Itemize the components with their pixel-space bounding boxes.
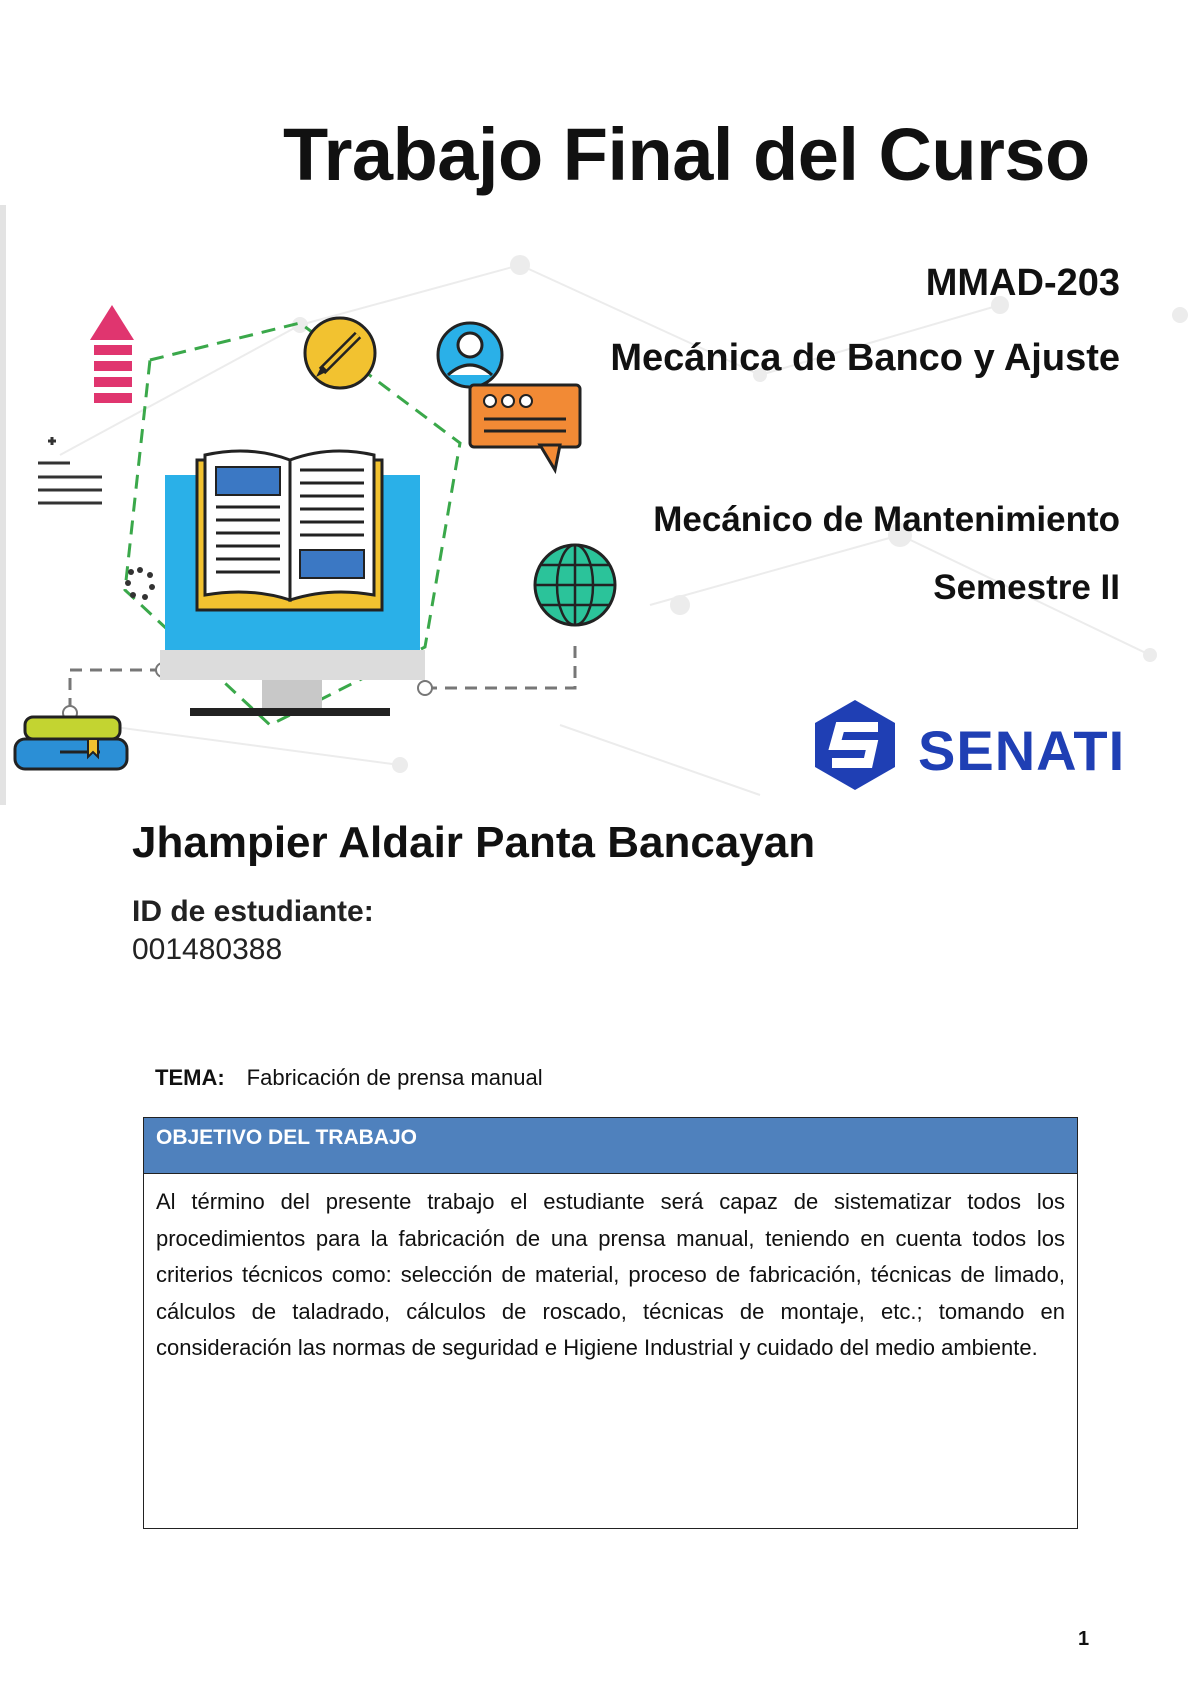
student-name: Jhampier Aldair Panta Bancayan [132, 818, 816, 867]
objective-text: Al término del presente trabajo el estudiante será capaz de sistematizar todos los procedimientos para la fabricación de una prensa manual, teniendo en cuenta todos los criterios técnicos como: selección de material, proceso de fabricación, técnicas de limado, cálculos de taladrado, cálculos de roscado, técnicas de montaje, etc.; tomando en consideración las normas de seguridad e Higiene Industrial y cuidado del medio ambiente. [156, 1189, 1065, 1360]
topic-line [155, 1065, 543, 1091]
topic-value: Fabricación de prensa manual [246, 1065, 543, 1090]
pencil-icon [305, 318, 375, 388]
objective-table [143, 1117, 1078, 1529]
upload-arrow-icon [90, 305, 134, 403]
left-edge-bar [0, 205, 6, 805]
career-name: Mecánico de Mantenimiento [653, 500, 1120, 539]
objective-heading: OBJETIVO DEL TRABAJO [144, 1118, 1077, 1174]
globe-icon [535, 545, 615, 625]
books-icon [15, 717, 127, 769]
course-code: MMAD-203 [925, 262, 1120, 304]
connector-right [425, 645, 575, 688]
senati-logo-icon [815, 700, 895, 790]
connector-left [70, 670, 160, 710]
semester: Semestre II [933, 568, 1120, 607]
student-id-label: ID de estudiante: [132, 895, 374, 928]
open-book-icon [197, 451, 382, 610]
page-number: 1 [1078, 1628, 1090, 1650]
topic-label: TEMA: [155, 1065, 225, 1090]
text-lines-icon [38, 437, 102, 503]
document-title: Trabajo Final del Curso [283, 113, 1090, 196]
senati-logo-text: SENATI [918, 719, 1126, 782]
connector-node [418, 681, 432, 695]
student-id-value: 001480388 [132, 933, 283, 966]
course-name: Mecánica de Banco y Ajuste [610, 337, 1120, 379]
user-chat-icon [438, 323, 580, 470]
